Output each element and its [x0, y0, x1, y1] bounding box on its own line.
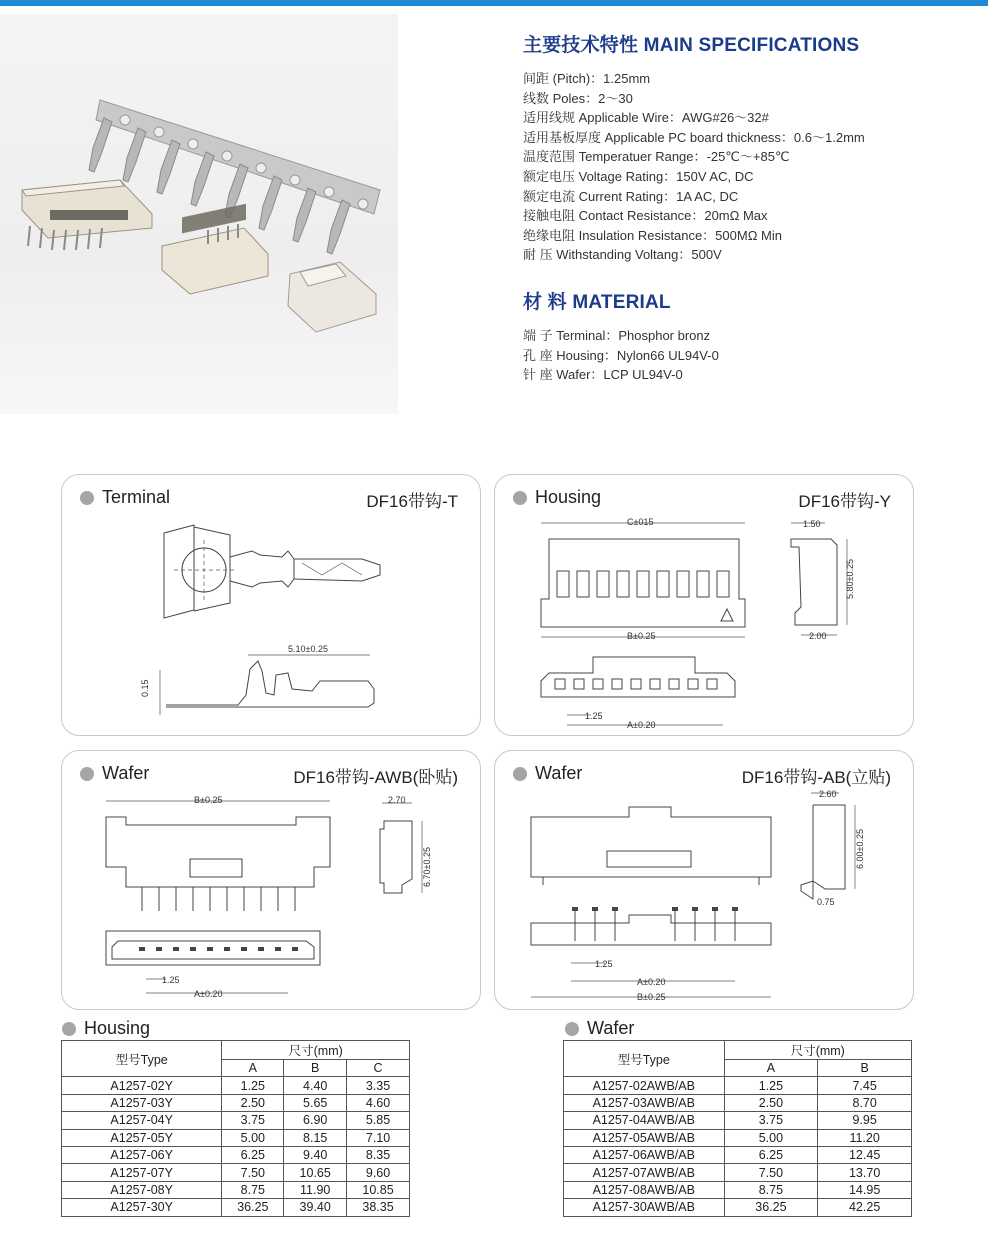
panel-part-code: DF16带钩-T: [366, 492, 458, 511]
wafer-dimension-table: [563, 1040, 912, 1217]
panel-part-code: DF16带钩-AB(立贴): [741, 768, 891, 787]
dimension-cell: 4.40: [284, 1077, 347, 1094]
housing-table-heading: Housing: [62, 1018, 150, 1039]
spec-line: 温度范围 Temperatuer Range：-25℃～+85℃: [523, 149, 790, 165]
dimension-cell: 8.75: [222, 1181, 284, 1198]
dimension-cell: 12.45: [818, 1146, 912, 1163]
dimension-cell: 8.15: [284, 1129, 347, 1146]
table-row: [564, 1199, 912, 1216]
dim-label: 6.00±0.25: [855, 829, 865, 869]
spec-line: 耐 压 Withstanding Voltang：500V: [523, 247, 722, 263]
dim-label: 5.10±0.25: [288, 644, 328, 654]
dimension-cell: 36.25: [222, 1199, 284, 1216]
dimension-cell: 11.20: [818, 1129, 912, 1146]
dim-label: A±0.20: [194, 989, 223, 999]
column-header: A: [724, 1060, 818, 1077]
dimension-cell: 3.35: [347, 1077, 410, 1094]
bullet-dot-icon: [62, 1022, 76, 1036]
dimension-cell: 5.85: [347, 1112, 410, 1129]
dim-label: B±0.25: [194, 795, 223, 805]
table-row: [62, 1164, 410, 1181]
type-cell: A1257-02Y: [62, 1077, 222, 1094]
wafer-horizontal-image: [22, 180, 152, 250]
dim-label: 2.00: [809, 631, 827, 641]
spec-line: 额定电流 Current Rating：1A AC, DC: [523, 188, 739, 204]
type-cell: A1257-02AWB/AB: [564, 1077, 725, 1094]
spec-line: 额定电压 Voltage Rating：150V AC, DC: [523, 168, 754, 184]
dimension-cell: 42.25: [818, 1199, 912, 1216]
wafer-table-heading: Wafer: [565, 1018, 634, 1039]
dim-label: 5.80±0.25: [845, 559, 855, 599]
type-cell: A1257-05Y: [62, 1129, 222, 1146]
type-cell: A1257-30Y: [62, 1199, 222, 1216]
table-row: [564, 1164, 912, 1181]
dimension-cell: 7.50: [222, 1164, 284, 1181]
dimension-cell: 6.25: [724, 1146, 818, 1163]
type-cell: A1257-08AWB/AB: [564, 1181, 725, 1198]
panel-title: Terminal: [80, 487, 170, 508]
dimension-cell: 9.95: [818, 1112, 912, 1129]
panel-part-code: DF16带钩-Y: [798, 492, 891, 511]
dim-label: 1.25: [595, 959, 613, 969]
dimension-cell: 3.75: [724, 1112, 818, 1129]
spec-line: 间距 (Pitch)：1.25mm: [523, 71, 651, 86]
spec-line: 绝缘电阻 Insulation Resistance：500MΩ Min: [523, 227, 782, 243]
top-accent-bar: [0, 0, 988, 6]
wafer-vertical-image: [162, 204, 268, 294]
type-cell: A1257-05AWB/AB: [564, 1129, 725, 1146]
type-cell: A1257-08Y: [62, 1181, 222, 1198]
dimension-cell: 5.00: [724, 1129, 818, 1146]
dimension-cell: 7.50: [724, 1164, 818, 1181]
wafer-awb-drawing-panel: [61, 750, 481, 1010]
dimension-cell: 9.40: [284, 1146, 347, 1163]
material-line: 针 座 Wafer：LCP UL94V-0: [523, 367, 683, 383]
dimension-cell: 38.35: [347, 1199, 410, 1216]
type-header: 型号Type: [564, 1041, 725, 1077]
dim-label: 1.25: [162, 975, 180, 985]
material-line: 孔 座 Housing：Nylon66 UL94V-0: [523, 347, 719, 363]
housing-drawing: [495, 475, 913, 735]
table-row: [62, 1112, 410, 1129]
dimension-cell: 7.10: [347, 1129, 410, 1146]
dim-label: A±0.20: [627, 720, 656, 730]
table-row: [564, 1146, 912, 1163]
spec-line: 线数 Poles：2～30: [523, 90, 633, 106]
dimension-cell: 4.60: [347, 1094, 410, 1111]
dimension-cell: 7.45: [818, 1077, 912, 1094]
dimension-cell: 5.00: [222, 1129, 284, 1146]
dimension-cell: 1.25: [222, 1077, 284, 1094]
type-cell: A1257-30AWB/AB: [564, 1199, 725, 1216]
type-cell: A1257-07Y: [62, 1164, 222, 1181]
dimension-cell: 8.35: [347, 1146, 410, 1163]
dim-label: 2.60: [819, 789, 837, 799]
dimension-cell: 9.60: [347, 1164, 410, 1181]
dim-label: C±015: [627, 517, 654, 527]
dimension-cell: 14.95: [818, 1181, 912, 1198]
wafer-ab-drawing: [495, 751, 913, 1009]
specifications-list: [523, 69, 973, 265]
dim-label: 0.15: [140, 679, 150, 697]
column-header: C: [347, 1060, 410, 1077]
dim-label: A±0.20: [637, 977, 666, 987]
dim-label: B±0.25: [637, 992, 666, 1002]
spec-line: 适用线规 Applicable Wire：AWG#26～32#: [523, 110, 769, 126]
dimension-cell: 8.70: [818, 1094, 912, 1111]
housing-dimension-table: [61, 1040, 410, 1217]
material-title: 材 料 MATERIAL: [523, 291, 671, 313]
material-line: 端 子 Terminal：Phosphor bronz: [523, 327, 711, 343]
product-illustration: [0, 14, 398, 414]
type-cell: A1257-07AWB/AB: [564, 1164, 725, 1181]
dim-label: 1.25: [585, 711, 603, 721]
terminal-drawing-panel: [61, 474, 481, 736]
specifications-title: 主要技术特性 MAIN SPECIFICATIONS: [523, 35, 860, 56]
dimension-cell: 1.25: [724, 1077, 818, 1094]
dimension-cell: 11.90: [284, 1181, 347, 1198]
specifications-section: [523, 30, 973, 385]
housing-drawing-panel: [494, 474, 914, 736]
dim-label: B±0.25: [627, 631, 656, 641]
panel-title: Housing: [513, 487, 601, 508]
dimension-cell: 36.25: [724, 1199, 818, 1216]
dim-label: 2.70: [388, 795, 406, 805]
table-row: [564, 1112, 912, 1129]
spec-line: 适用基板厚度 Applicable PC board thickness：0.6～1.2mm: [523, 129, 865, 145]
type-cell: A1257-04AWB/AB: [564, 1112, 725, 1129]
table-row: [564, 1181, 912, 1198]
housing-image: [288, 262, 376, 332]
dimension-header: 尺寸(mm): [724, 1041, 911, 1060]
dimension-cell: 39.40: [284, 1199, 347, 1216]
table-row: [62, 1094, 410, 1111]
column-header: B: [818, 1060, 912, 1077]
table-row: [62, 1129, 410, 1146]
type-cell: A1257-04Y: [62, 1112, 222, 1129]
spec-line: 接触电阻 Contact Resistance：20mΩ Max: [523, 208, 768, 224]
material-list: [523, 326, 973, 385]
type-cell: A1257-06AWB/AB: [564, 1146, 725, 1163]
panel-title: Wafer: [513, 763, 582, 784]
dimension-cell: 10.65: [284, 1164, 347, 1181]
table-row: [62, 1146, 410, 1163]
dimension-cell: 10.85: [347, 1181, 410, 1198]
dimension-cell: 8.75: [724, 1181, 818, 1198]
table-row: [62, 1077, 410, 1094]
table-row: [564, 1094, 912, 1111]
type-cell: A1257-03Y: [62, 1094, 222, 1111]
terminal-drawing: [62, 475, 480, 735]
dimension-cell: 6.90: [284, 1112, 347, 1129]
dim-label: 0.75: [817, 897, 835, 907]
dimension-cell: 13.70: [818, 1164, 912, 1181]
panel-part-code: DF16带钩-AWB(卧贴): [293, 768, 458, 787]
dimension-cell: 2.50: [724, 1094, 818, 1111]
table-row: [62, 1181, 410, 1198]
column-header: A: [222, 1060, 284, 1077]
table-row: [62, 1199, 410, 1216]
dim-label: 1.50: [803, 519, 821, 529]
product-photo: [0, 14, 398, 414]
wafer-ab-drawing-panel: [494, 750, 914, 1010]
table-row: [564, 1129, 912, 1146]
column-header: B: [284, 1060, 347, 1077]
dimension-header: 尺寸(mm): [222, 1041, 410, 1060]
dim-label: 6.70±0.25: [422, 847, 432, 887]
type-header: 型号Type: [62, 1041, 222, 1077]
type-cell: A1257-06Y: [62, 1146, 222, 1163]
dimension-cell: 3.75: [222, 1112, 284, 1129]
type-cell: A1257-03AWB/AB: [564, 1094, 725, 1111]
dimension-cell: 5.65: [284, 1094, 347, 1111]
panel-title: Wafer: [80, 763, 149, 784]
dimension-cell: 2.50: [222, 1094, 284, 1111]
table-row: [564, 1077, 912, 1094]
wafer-awb-drawing: [62, 751, 480, 1009]
dimension-cell: 6.25: [222, 1146, 284, 1163]
bullet-dot-icon: [565, 1022, 579, 1036]
